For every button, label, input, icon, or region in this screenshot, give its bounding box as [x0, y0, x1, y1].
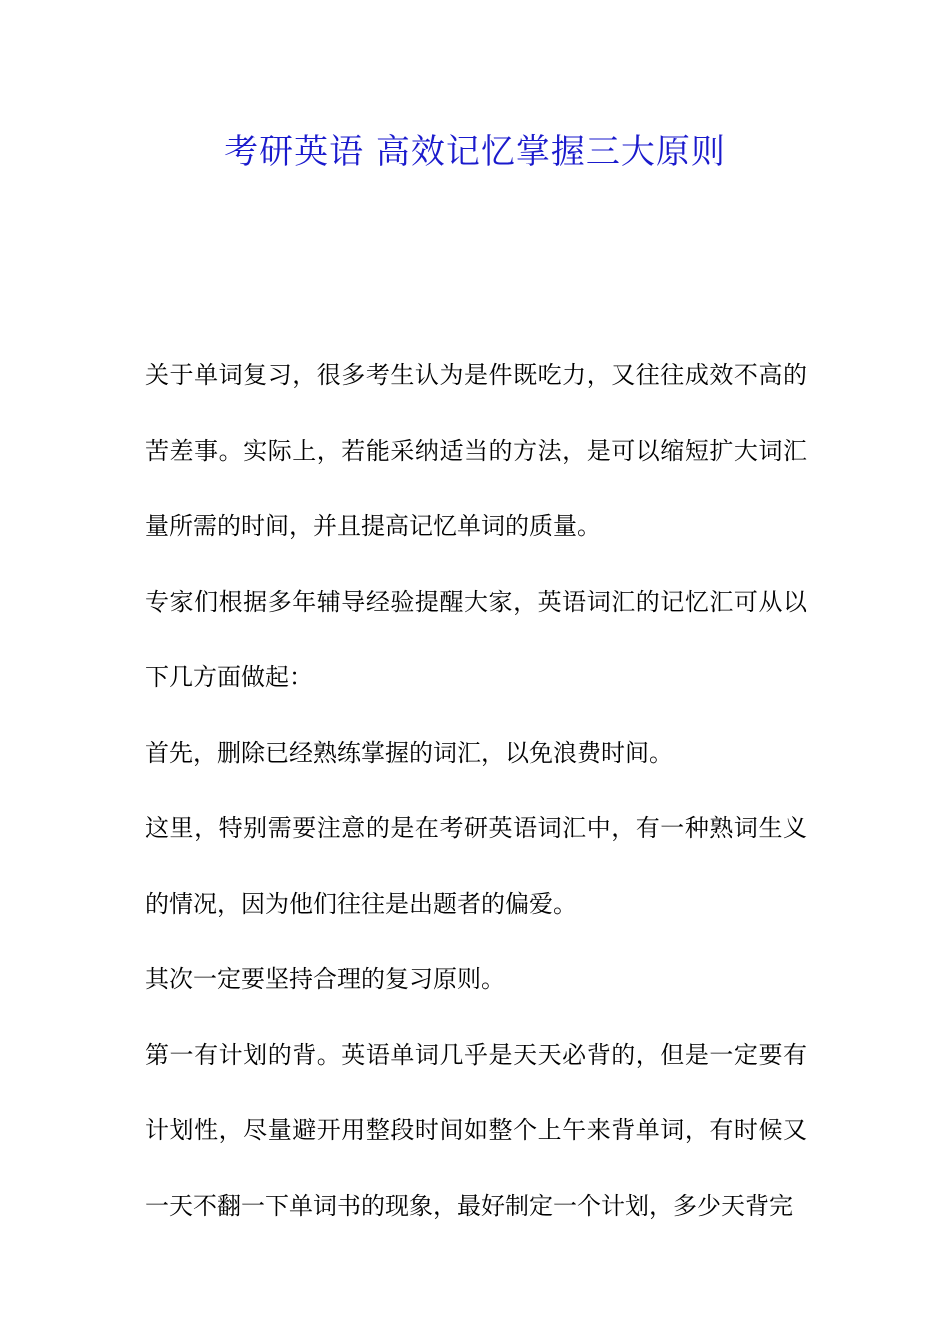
paragraph-6: 第一有计划的背。英语单词几乎是天天必背的，但是一定要有计划性，尽量避开用整段时间如整个上午来背单词，有时候又一天不翻一下单词书的现象，最好制定一个计划，多少天背完: [145, 1040, 807, 1220]
paragraph-5: 其次一定要坚持合理的复习原则。: [145, 965, 505, 993]
paragraph-3: 首先，删除已经熟练掌握的词汇，以免浪费时间。: [145, 738, 673, 767]
paragraph-4: 这里，特别需要注意的是在考研英语词汇中，有一种熟词生义的情况，因为他们往往是出题者的偏爱。: [145, 814, 807, 918]
document-title: 考研英语 高效记忆掌握三大原则: [224, 132, 726, 172]
paragraph-1: 关于单词复习，很多考生认为是件既吃力，又往往成效不高的苦差事。实际上，若能采纳适当的方法，是可以缩短扩大词汇量所需的时间，并且提高记忆单词的质量。: [145, 361, 807, 540]
document-body: [145, 338, 807, 1244]
paragraph-2: 专家们根据多年辅导经验提醒大家，英语词汇的记忆汇可从以下几方面做起：: [145, 587, 807, 691]
